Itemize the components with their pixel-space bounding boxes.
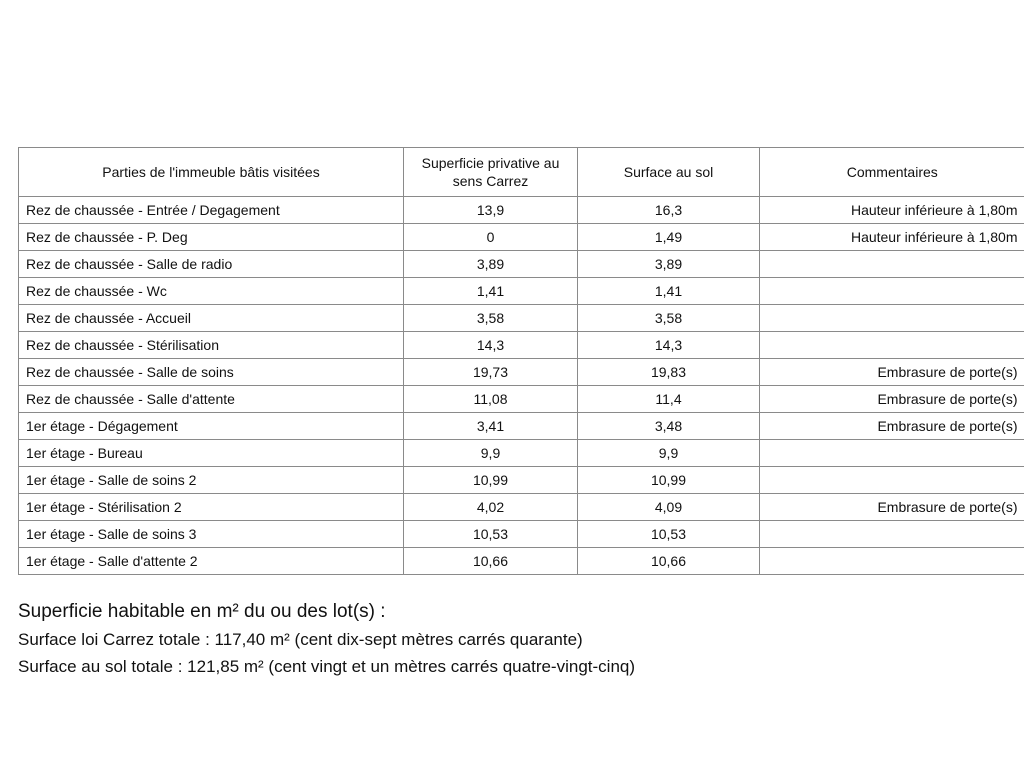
cell-surface-sol: 14,3 (578, 332, 760, 359)
cell-comment: Embrasure de porte(s) (760, 386, 1024, 413)
summary-title: Superficie habitable en m² du ou des lot(s) : (18, 601, 386, 622)
header-parts: Parties de l'immeuble bâtis visitées (19, 148, 404, 197)
cell-surface-sol: 3,58 (578, 305, 760, 332)
cell-part: 1er étage - Salle de soins 3 (19, 521, 404, 548)
table-row (19, 386, 1024, 413)
cell-surface-sol: 4,09 (578, 494, 760, 521)
table-header-row (19, 148, 1024, 197)
table-row (19, 521, 1024, 548)
cell-part: Rez de chaussée - Entrée / Degagement (19, 197, 404, 224)
cell-carrez: 9,9 (404, 440, 578, 467)
cell-carrez: 13,9 (404, 197, 578, 224)
cell-part: Rez de chaussée - Stérilisation (19, 332, 404, 359)
cell-carrez: 3,89 (404, 251, 578, 278)
table-row (19, 197, 1024, 224)
cell-carrez: 1,41 (404, 278, 578, 305)
table-row (19, 278, 1024, 305)
cell-comment (760, 305, 1024, 332)
cell-carrez: 14,3 (404, 332, 578, 359)
cell-comment (760, 332, 1024, 359)
cell-comment: Embrasure de porte(s) (760, 359, 1024, 386)
cell-surface-sol: 9,9 (578, 440, 760, 467)
cell-part: 1er étage - Salle d'attente 2 (19, 548, 404, 575)
cell-comment: Embrasure de porte(s) (760, 494, 1024, 521)
cell-part: 1er étage - Stérilisation 2 (19, 494, 404, 521)
cell-surface-sol: 10,99 (578, 467, 760, 494)
cell-carrez: 0 (404, 224, 578, 251)
cell-carrez: 11,08 (404, 386, 578, 413)
header-carrez: Superficie privative au sens Carrez (404, 148, 578, 197)
summary-section (18, 598, 1008, 680)
table-row (19, 332, 1024, 359)
cell-part: 1er étage - Dégagement (19, 413, 404, 440)
cell-surface-sol: 10,66 (578, 548, 760, 575)
cell-carrez: 3,41 (404, 413, 578, 440)
cell-carrez: 10,99 (404, 467, 578, 494)
table-row (19, 548, 1024, 575)
cell-surface-sol: 3,48 (578, 413, 760, 440)
header-surface-sol: Surface au sol (578, 148, 760, 197)
cell-carrez: 4,02 (404, 494, 578, 521)
cell-comment: Hauteur inférieure à 1,80m (760, 197, 1024, 224)
table-row (19, 305, 1024, 332)
cell-carrez: 19,73 (404, 359, 578, 386)
cell-surface-sol: 10,53 (578, 521, 760, 548)
cell-part: 1er étage - Bureau (19, 440, 404, 467)
cell-surface-sol: 19,83 (578, 359, 760, 386)
cell-comment (760, 440, 1024, 467)
cell-comment (760, 251, 1024, 278)
table-body (19, 197, 1024, 575)
sol-total-line: Surface au sol totale : 121,85 m² (cent vingt et un mètres carrés quatre-vingt-cinq) (18, 657, 636, 676)
table-row (19, 494, 1024, 521)
table-row (19, 359, 1024, 386)
cell-part: 1er étage - Salle de soins 2 (19, 467, 404, 494)
header-comments: Commentaires (760, 148, 1024, 197)
carrez-total-line: Surface loi Carrez totale : 117,40 m² (cent dix-sept mètres carrés quarante) (18, 630, 583, 649)
cell-surface-sol: 1,41 (578, 278, 760, 305)
cell-comment: Embrasure de porte(s) (760, 413, 1024, 440)
cell-part: Rez de chaussée - Wc (19, 278, 404, 305)
cell-part: Rez de chaussée - Salle d'attente (19, 386, 404, 413)
cell-carrez: 10,53 (404, 521, 578, 548)
cell-carrez: 10,66 (404, 548, 578, 575)
cell-part: Rez de chaussée - Accueil (19, 305, 404, 332)
cell-comment (760, 467, 1024, 494)
table-row (19, 440, 1024, 467)
cell-carrez: 3,58 (404, 305, 578, 332)
table-row (19, 467, 1024, 494)
cell-part: Rez de chaussée - P. Deg (19, 224, 404, 251)
cell-surface-sol: 3,89 (578, 251, 760, 278)
table-row (19, 413, 1024, 440)
cell-surface-sol: 16,3 (578, 197, 760, 224)
table-row (19, 224, 1024, 251)
cell-part: Rez de chaussée - Salle de soins (19, 359, 404, 386)
cell-comment (760, 521, 1024, 548)
cell-surface-sol: 1,49 (578, 224, 760, 251)
cell-surface-sol: 11,4 (578, 386, 760, 413)
cell-comment: Hauteur inférieure à 1,80m (760, 224, 1024, 251)
table-row (19, 251, 1024, 278)
cell-part: Rez de chaussée - Salle de radio (19, 251, 404, 278)
surface-table (18, 147, 1024, 575)
cell-comment (760, 548, 1024, 575)
cell-comment (760, 278, 1024, 305)
